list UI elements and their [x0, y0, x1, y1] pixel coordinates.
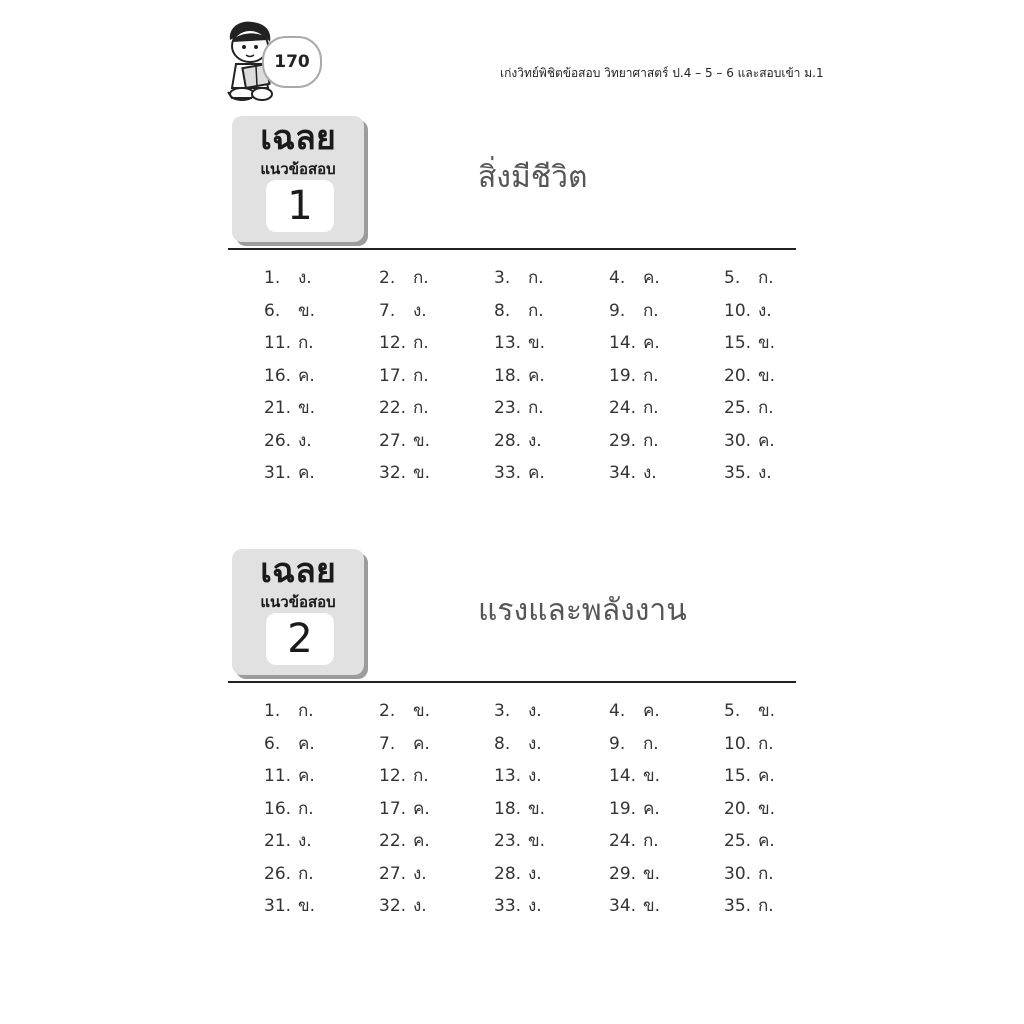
section-title: สิ่งมีชีวิต — [478, 160, 588, 195]
answer-item — [724, 262, 774, 294]
answer-choice: ค. — [758, 766, 775, 786]
answer-choice: ง. — [413, 300, 427, 321]
answer-choice: ค. — [528, 463, 545, 483]
answer-choice: ข. — [643, 766, 661, 786]
answer-choice: ก. — [413, 766, 429, 786]
answer-item — [379, 890, 427, 922]
answer-item — [379, 262, 429, 294]
question-number: 22. — [379, 831, 407, 851]
answer-item — [724, 825, 775, 857]
answer-choice: ก. — [758, 863, 774, 884]
answer-item — [494, 728, 542, 760]
answer-choice: ข. — [758, 365, 776, 386]
answer-choice: ค. — [298, 733, 315, 754]
question-number: 26. — [264, 430, 292, 451]
question-number: 5. — [724, 268, 741, 288]
question-number: 7. — [379, 733, 396, 754]
answer-choice: ข. — [528, 333, 546, 353]
question-number: 4. — [609, 268, 626, 288]
answer-choice: ข. — [413, 430, 431, 451]
answer-item — [264, 695, 314, 727]
answer-choice: ง. — [528, 863, 542, 884]
answer-item — [609, 327, 660, 359]
answer-choice: ก. — [758, 268, 774, 288]
answer-choice: ค. — [298, 766, 315, 786]
answer-item — [494, 392, 544, 424]
answer-item — [264, 793, 314, 825]
answer-choice: ข. — [413, 701, 431, 721]
question-number: 34. — [609, 463, 637, 483]
answer-choice: ง. — [528, 430, 542, 451]
answer-choice: ง. — [758, 463, 772, 483]
answer-choice: ค. — [413, 733, 430, 754]
answer-choice: ค. — [413, 831, 430, 851]
answer-choice: ง. — [298, 268, 312, 288]
question-number: 21. — [264, 398, 292, 418]
answer-choice: ก. — [643, 430, 659, 451]
section-divider — [228, 248, 796, 250]
answer-choice: ก. — [528, 268, 544, 288]
answer-choice: ข. — [643, 896, 661, 916]
answer-item — [609, 793, 660, 825]
answer-key-badge — [232, 549, 364, 675]
question-number: 25. — [724, 398, 752, 418]
answer-choice: ก. — [758, 398, 774, 418]
question-number: 33. — [494, 463, 522, 483]
answer-choice: ก. — [528, 300, 544, 321]
answer-item — [494, 360, 545, 392]
answer-item — [494, 760, 542, 792]
question-number: 3. — [494, 268, 511, 288]
answer-choice: ค. — [758, 430, 775, 451]
answer-choice: ข. — [643, 863, 661, 884]
question-number: 22. — [379, 398, 407, 418]
answer-choice: ข. — [758, 701, 776, 721]
answer-choice: ข. — [298, 398, 316, 418]
answer-item — [609, 425, 659, 457]
answer-choice: ก. — [643, 831, 659, 851]
answer-item — [264, 728, 315, 760]
question-number: 20. — [724, 365, 752, 386]
answer-choice: ข. — [528, 831, 546, 851]
answer-item — [379, 327, 429, 359]
answer-choice: ค. — [643, 701, 660, 721]
question-number: 14. — [609, 333, 637, 353]
answer-choice: ง. — [298, 831, 312, 851]
question-number: 27. — [379, 863, 407, 884]
question-number: 19. — [609, 365, 637, 386]
question-number: 20. — [724, 798, 752, 819]
answer-item — [724, 360, 775, 392]
question-number: 30. — [724, 863, 752, 884]
question-number: 13. — [494, 333, 522, 353]
question-number: 23. — [494, 398, 522, 418]
answer-choice: ก. — [413, 398, 429, 418]
question-number: 34. — [609, 896, 637, 916]
answer-item — [609, 695, 660, 727]
question-number: 35. — [724, 896, 752, 916]
answer-item — [379, 760, 429, 792]
question-number: 16. — [264, 798, 292, 819]
question-number: 19. — [609, 798, 637, 819]
answer-choice: ก. — [413, 365, 429, 386]
question-number: 13. — [494, 766, 522, 786]
answer-choice: ก. — [298, 798, 314, 819]
answer-choice: ก. — [413, 268, 429, 288]
answer-choice: ง. — [758, 300, 772, 321]
question-number: 17. — [379, 798, 407, 819]
page-number: 170 — [262, 36, 322, 88]
answer-item — [724, 295, 772, 327]
answer-choice: ง. — [413, 863, 427, 884]
answer-choice: ก. — [298, 863, 314, 884]
badge-title: เฉลย — [260, 118, 336, 158]
answer-item — [379, 295, 427, 327]
answer-item — [724, 760, 775, 792]
question-number: 26. — [264, 863, 292, 884]
answer-item — [494, 262, 544, 294]
answer-item — [379, 695, 430, 727]
answer-item — [724, 728, 774, 760]
answer-choice: ค. — [413, 798, 430, 819]
answer-item — [494, 858, 542, 890]
badge-title: เฉลย — [260, 551, 336, 591]
answer-key-badge — [232, 116, 364, 242]
answer-choice: ง. — [298, 430, 312, 451]
answer-item — [264, 425, 312, 457]
answer-item — [494, 825, 545, 857]
answer-choice: ง. — [528, 733, 542, 754]
answer-choice: ข. — [758, 798, 776, 819]
answer-item — [264, 825, 312, 857]
question-number: 6. — [264, 733, 281, 754]
answer-item — [609, 457, 657, 489]
answer-item — [609, 360, 659, 392]
answer-item — [494, 425, 542, 457]
answer-item — [264, 457, 315, 489]
answer-choice: ค. — [643, 268, 660, 288]
question-number: 24. — [609, 831, 637, 851]
question-number: 35. — [724, 463, 752, 483]
section-title: แรงและพลังงาน — [478, 593, 687, 628]
question-number: 10. — [724, 300, 752, 321]
answer-item — [264, 760, 315, 792]
question-number: 1. — [264, 701, 281, 721]
answer-item — [609, 760, 660, 792]
answer-choice: ก. — [758, 896, 774, 916]
answer-item — [724, 793, 775, 825]
question-number: 31. — [264, 463, 292, 483]
badge-subtitle: แนวข้อสอบ — [260, 160, 336, 178]
question-number: 32. — [379, 896, 407, 916]
running-header-title: เก่งวิทย์พิชิตข้อสอบ วิทยาศาสตร์ ป.4 – 5 – 6 และสอบเข้า ม.1 — [500, 66, 824, 80]
question-number: 28. — [494, 863, 522, 884]
answer-item — [494, 327, 545, 359]
badge-number: 1 — [266, 180, 334, 232]
question-number: 16. — [264, 365, 292, 386]
answer-choice: ง. — [528, 701, 542, 721]
answer-item — [264, 295, 315, 327]
answer-item — [264, 327, 314, 359]
answer-item — [264, 890, 315, 922]
question-number: 31. — [264, 896, 292, 916]
question-number: 30. — [724, 430, 752, 451]
answer-item — [379, 425, 430, 457]
answer-item — [609, 392, 659, 424]
question-number: 27. — [379, 430, 407, 451]
badge-subtitle: แนวข้อสอบ — [260, 593, 336, 611]
question-number: 5. — [724, 701, 741, 721]
answer-item — [379, 360, 429, 392]
answer-item — [724, 890, 774, 922]
question-number: 17. — [379, 365, 407, 386]
answer-item — [609, 262, 660, 294]
question-number: 8. — [494, 300, 511, 321]
answer-item — [494, 890, 542, 922]
answer-item — [609, 825, 659, 857]
question-number: 9. — [609, 300, 626, 321]
answer-choice: ค. — [643, 798, 660, 819]
answer-choice: ก. — [643, 398, 659, 418]
question-number: 25. — [724, 831, 752, 851]
answer-choice: ก. — [298, 701, 314, 721]
answer-item — [264, 858, 314, 890]
question-number: 29. — [609, 863, 637, 884]
answer-item — [264, 360, 315, 392]
answer-item — [494, 793, 545, 825]
question-number: 29. — [609, 430, 637, 451]
answer-item — [609, 295, 659, 327]
answer-choice: ข. — [298, 896, 316, 916]
question-number: 21. — [264, 831, 292, 851]
question-number: 18. — [494, 798, 522, 819]
answer-choice: ง. — [643, 463, 657, 483]
question-number: 15. — [724, 333, 752, 353]
answer-choice: ข. — [528, 798, 546, 819]
answer-choice: ก. — [528, 398, 544, 418]
answer-choice: ก. — [643, 733, 659, 754]
answer-item — [379, 728, 430, 760]
question-number: 32. — [379, 463, 407, 483]
question-number: 4. — [609, 701, 626, 721]
answer-item — [494, 295, 544, 327]
answer-choice: ค. — [643, 333, 660, 353]
answer-choice: ง. — [413, 896, 427, 916]
question-number: 33. — [494, 896, 522, 916]
answer-choice: ข. — [758, 333, 776, 353]
question-number: 14. — [609, 766, 637, 786]
answer-choice: ค. — [298, 463, 315, 483]
question-number: 11. — [264, 333, 292, 353]
question-number: 8. — [494, 733, 511, 754]
question-number: 2. — [379, 268, 396, 288]
answer-choice: ง. — [528, 896, 542, 916]
section-divider — [228, 681, 796, 683]
answer-item — [724, 457, 772, 489]
answer-choice: ค. — [758, 831, 775, 851]
question-number: 28. — [494, 430, 522, 451]
question-number: 3. — [494, 701, 511, 721]
answer-item — [494, 695, 542, 727]
answer-choice: ข. — [298, 300, 316, 321]
question-number: 6. — [264, 300, 281, 321]
answer-choice: ข. — [413, 463, 431, 483]
answer-item — [724, 392, 774, 424]
question-number: 18. — [494, 365, 522, 386]
badge-number: 2 — [266, 613, 334, 665]
answer-item — [264, 262, 312, 294]
answer-item — [379, 457, 430, 489]
answer-choice: ก. — [643, 365, 659, 386]
answer-choice: ง. — [528, 766, 542, 786]
answer-item — [379, 858, 427, 890]
answer-item — [724, 858, 774, 890]
answer-item — [609, 728, 659, 760]
answer-choice: ก. — [298, 333, 314, 353]
answer-item — [724, 695, 775, 727]
question-number: 11. — [264, 766, 292, 786]
question-number: 23. — [494, 831, 522, 851]
answer-item — [379, 392, 429, 424]
question-number: 7. — [379, 300, 396, 321]
answer-choice: ค. — [298, 365, 315, 386]
question-number: 2. — [379, 701, 396, 721]
answer-item — [494, 457, 545, 489]
question-number: 9. — [609, 733, 626, 754]
answer-item — [379, 825, 430, 857]
answer-choice: ก. — [643, 300, 659, 321]
question-number: 10. — [724, 733, 752, 754]
question-number: 15. — [724, 766, 752, 786]
question-number: 12. — [379, 766, 407, 786]
answer-item — [379, 793, 430, 825]
question-number: 1. — [264, 268, 281, 288]
question-number: 24. — [609, 398, 637, 418]
answer-choice: ก. — [413, 333, 429, 353]
question-number: 12. — [379, 333, 407, 353]
answer-item — [609, 858, 660, 890]
answer-item — [724, 327, 775, 359]
answer-choice: ก. — [758, 733, 774, 754]
answer-choice: ค. — [528, 365, 545, 386]
answer-item — [609, 890, 660, 922]
answer-item — [724, 425, 775, 457]
answer-item — [264, 392, 315, 424]
